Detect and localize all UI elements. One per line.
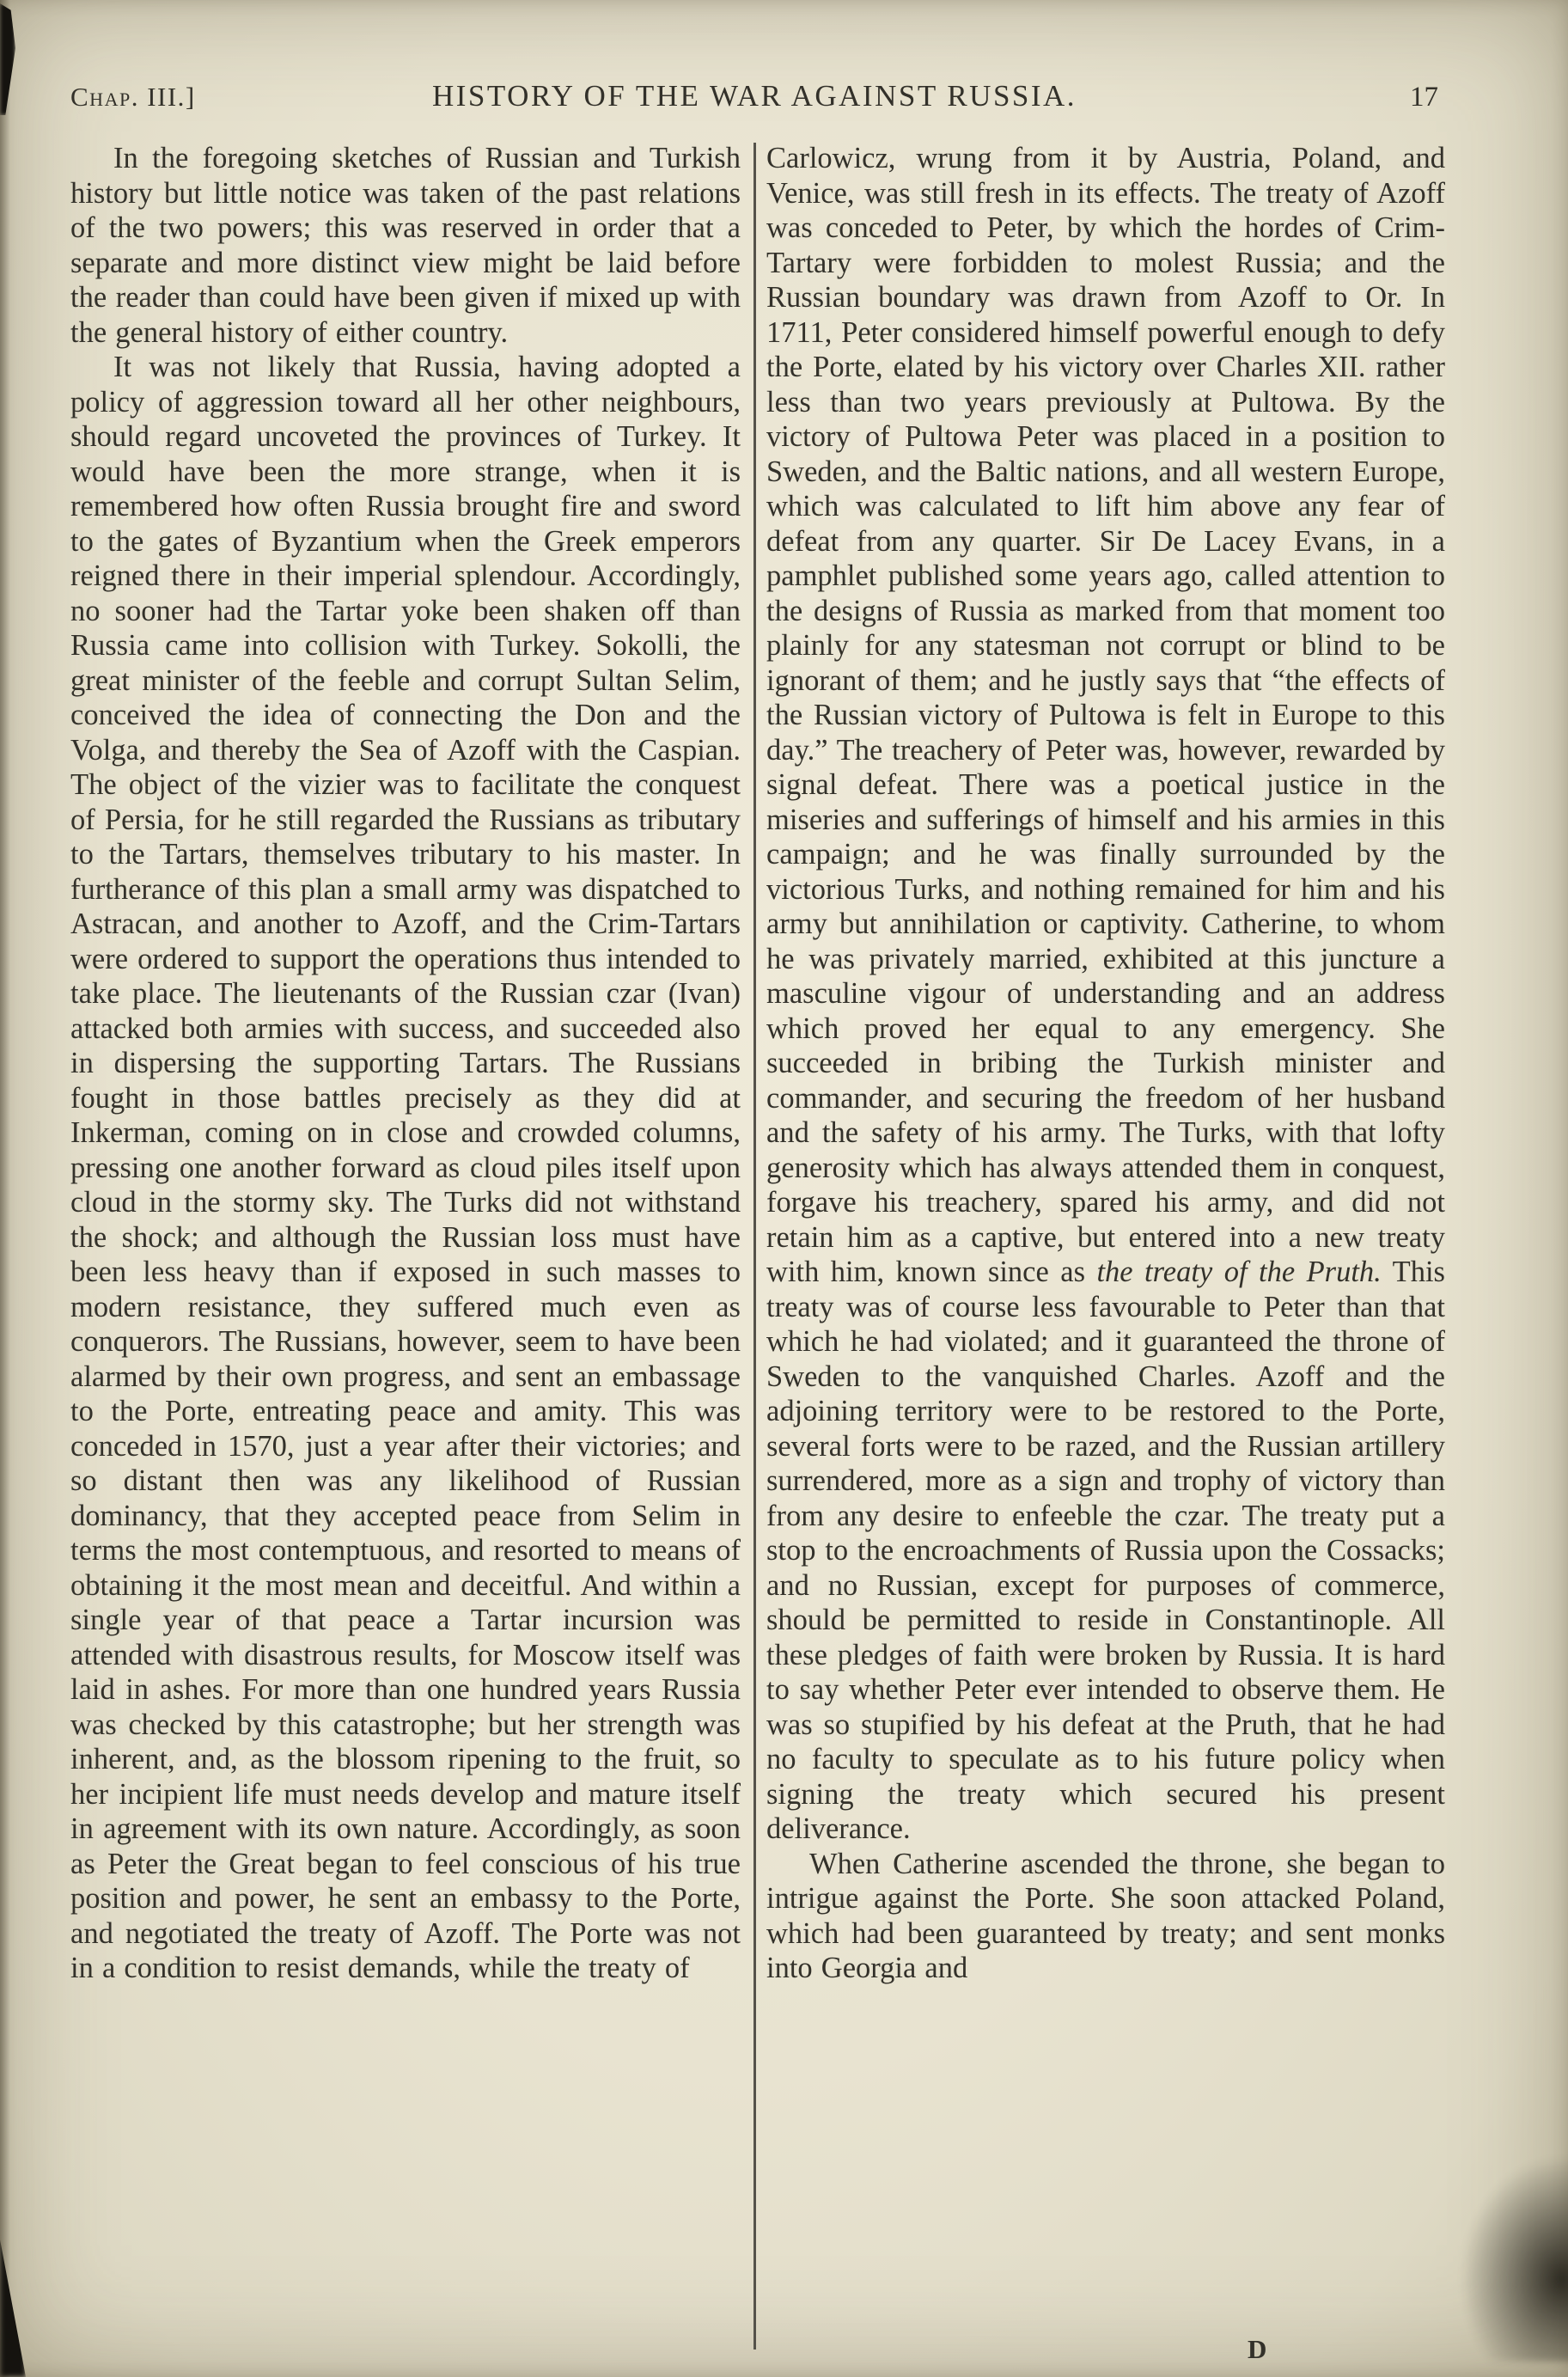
italic-text-run: the treaty of the Pruth. [1096,1256,1382,1288]
text-run: This treaty was of course less favourable to Peter than that which he had violated; and it guaranteed the throne of Sweden to the vanquished Charles. Azoff and the adjoining territory were to be restored to the Porte, several forts were to be razed, and the Russian artillery surrendered, more as a sign and trophy of victory than from any desire to enfeeble the czar. The treaty put a stop to the encroachments of Russia upon the Cossacks; and no Russian, except for purposes of commerce, should be permitted to reside in Constantinople. All these pledges of faith were broken by Russia. It is hard to say whether Peter ever intended to observe them. He was so stupified by his defeat at the Pruth, that he had no faculty to speculate as to his future policy when signing the treaty which secured his present deliverance. [766,1256,1445,1845]
left-column [70,141,741,1986]
text-run: When Catherine ascended the throne, she began to intrigue against the Porte. She soon attacked Poland, which had been guaranteed by treaty; and sent monks into Georgia and [766,1847,1445,1984]
paragraph [70,141,741,350]
paragraph [766,141,1445,1847]
right-column [766,141,1445,1986]
page-header [70,79,1445,113]
column-gutter [741,141,766,1986]
chapter-label: Chap. III.] [70,82,196,112]
page-number: 17 [1410,82,1438,113]
scan-edge-shadow [0,0,10,2377]
text-columns [70,141,1445,1986]
text-run: In the foregoing sketches of Russian and Turkish history but little notice was taken of the past relations of the two powers; this was reserved in order that a separate and more distinct view might be laid before the reader than could have been given if mixed up with the general history of either country. [70,142,741,349]
paragraph [766,1847,1445,1986]
paragraph [70,350,741,1986]
page-title: HISTORY OF THE WAR AGAINST RUSSIA. [431,79,1077,113]
scan-artifact-bottom-left [0,2240,26,2377]
column-divider-rule [753,143,756,2350]
scan-artifact-bottom-right [1460,2155,1568,2362]
scan-artifact-top-left [0,3,15,115]
text-run: It was not likely that Russia, having adopted a policy of aggression toward all her other neighbours, should regard uncoveted the provinces of Turkey. It would have been the more strange, when it is remembered how often Russia brought fire and sword to the gates of Byzantium when the Greek emperors reigned there in their imperial splendour. Accordingly, no sooner had the Tartar yoke been shaken off than Russia came into collision with Turkey. Sokolli, the great minister of the feeble and corrupt Sultan Selim, conceived the idea of connecting the Don and the Volga, and thereby the Sea of Azoff with the Caspian. The object of the vizier was to facilitate the conquest of Persia, for he still regarded the Russians as tributary to the Tartars, themselves tributary to his master. In furtherance of this plan a small army was dispatched to Astracan, and another to Azoff, and the Crim-Tartars were ordered to support the operations thus intended to take place. The lieutenants of the Russian czar (Ivan) attacked both armies with success, and succeeded also in dispersing the supporting Tartars. The Russians fought in those battles precisely as they did at Inkerman, coming on in close and crowded columns, pressing one another forward as cloud piles itself upon cloud in the stormy sky. The Turks did not withstand the shock; and although the Russian loss must have been less heavy than if exposed in such masses to modern resistance, they suffered much even as conquerors. The Russians, however, seem to have been alarmed by their own progress, and sent an embassage to the Porte, entreating peace and amity. This was conceded in 1570, just a year after their victories; and so distant then was any likelihood of Russian dominancy, that they accepted peace from Selim in terms the most contemptuous, and resorted to means of obtaining it the most mean and deceitful. And within a single year of that peace a Tartar incursion was attended with disastrous results, for Moscow itself was laid in ashes. For more than one hundred years Russia was checked by this catastrophe; but her strength was inherent, and, as the blossom ripening to the fruit, so her incipient life must needs develop and mature itself in agreement with its own nature. Accordingly, as soon as Peter the Great began to feel conscious of his true position and power, he sent an embassy to the Porte, and negotiated the treaty of Azoff. The Porte was not in a condition to resist demands, while the treaty of [70,351,741,1984]
signature-mark: D [1248,2334,1268,2364]
text-run: Carlowicz, wrung from it by Austria, Poland, and Venice, was still fresh in its effects. The treaty of Azoff was conceded to Peter, by which the hordes of Crim-Tartary were forbidden to molest Russia; and the Russian boundary was drawn from Azoff to Or. In 1711, Peter considered himself powerful enough to defy the Porte, elated by his victory over Charles XII. rather less than two years previously at Pultowa. By the victory of Pultowa Peter was placed in a position to Sweden, and the Baltic nations, and all western Europe, which was calculated to lift him above any fear of defeat from any quarter. Sir De Lacey Evans, in a pamphlet published some years ago, called attention to the designs of Russia as marked from that moment too plainly for any statesman not corrupt or blind to be ignorant of them; and he justly says that “the effects of the Russian victory of Pultowa is felt in Europe to this day.” The treachery of Peter was, however, rewarded by signal defeat. There was a poetical justice in the miseries and sufferings of himself and his armies in this campaign; and he was finally surrounded by the victorious Turks, and nothing remained for him and his army but annihilation or captivity. Catherine, to whom he was privately married, exhibited at this juncture a masculine vigour of understanding and an address which proved her equal to any emergency. She succeeded in bribing the Turkish minister and commander, and securing the freedom of her husband and the safety of his army. The Turks, with that lofty generosity which has always attended them in conquest, forgave his treachery, spared his army, and did not retain him as a captive, but entered into a new treaty with him, known since as [766,142,1445,1288]
